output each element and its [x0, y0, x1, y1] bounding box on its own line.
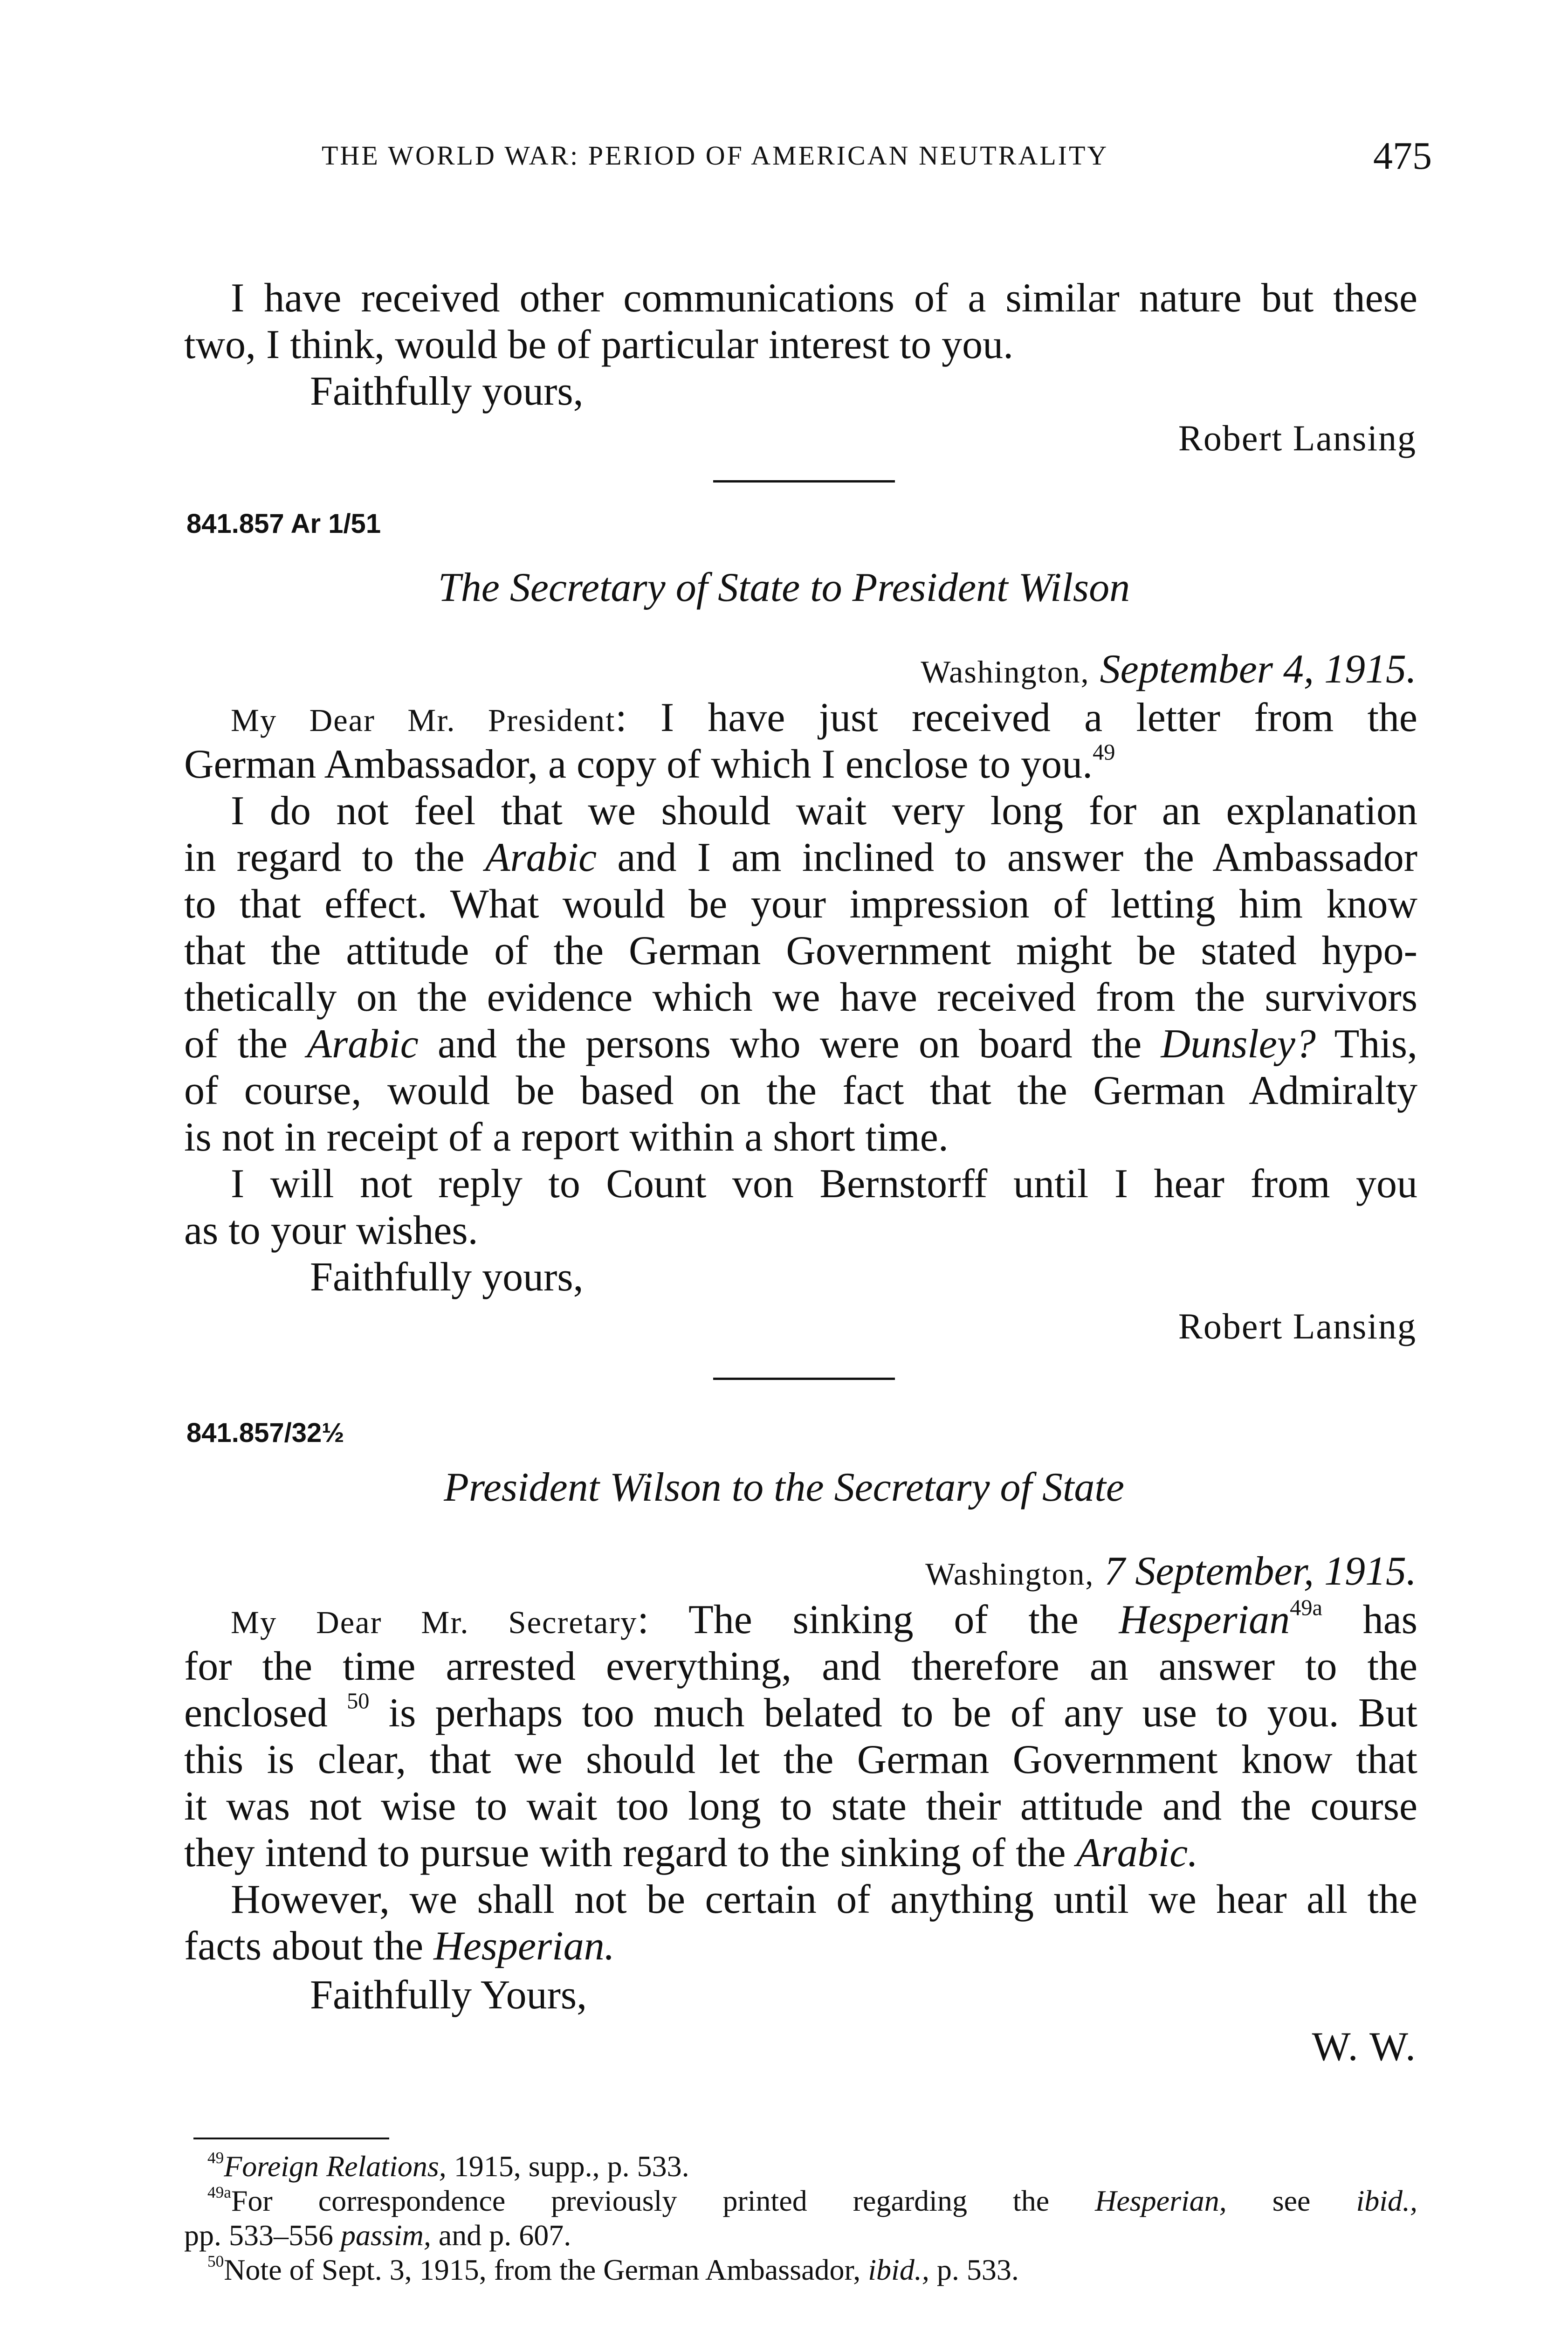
footnote	[207, 2253, 1417, 2287]
signature	[1178, 1305, 1417, 1347]
body-line	[231, 695, 1417, 744]
ship-name: Hesperian.	[433, 1924, 615, 1969]
signature-first: Robert	[1178, 1306, 1283, 1346]
footnote-text: see	[1226, 2184, 1356, 2217]
ship-name: Hesperian	[1119, 1597, 1290, 1642]
footnote-title: Foreign Relations,	[224, 2150, 447, 2183]
body-text: : I have just received a letter from the	[615, 695, 1417, 740]
separator-rule	[713, 480, 895, 483]
footnote-italic: ibid.,	[868, 2253, 929, 2286]
dateline-place: Washington,	[925, 1556, 1094, 1592]
footnote-text: pp. 533–556	[184, 2219, 341, 2252]
ship-name: Arabic	[485, 835, 597, 880]
body-text: is perhaps too much belated to be of any use to you. But	[388, 1690, 1418, 1736]
body-line: However, we shall not be certain of anything until we hear all the	[231, 1877, 1417, 1922]
body-line	[184, 741, 1417, 788]
body-line: that the attitude of the German Government might be stated hypo-	[184, 928, 1417, 973]
body-line	[184, 1021, 1417, 1068]
document-heading: President Wilson to the Secretary of State	[444, 1465, 1124, 1510]
footnote-italic: Hesperian,	[1095, 2184, 1227, 2217]
dateline	[925, 1548, 1417, 1595]
footnote-mark: 50	[207, 2252, 224, 2270]
body-line	[184, 1690, 1417, 1737]
body-line	[184, 834, 1417, 881]
footnote-italic: passim,	[341, 2219, 431, 2252]
footnote-ref: 49a	[1290, 1595, 1323, 1621]
page-number: 475	[1373, 134, 1432, 178]
footnote-mark: 49	[207, 2148, 224, 2167]
body-line: for the time arrested everything, and therefore an answer to the	[184, 1644, 1417, 1689]
ship-name: Dunsley?	[1161, 1021, 1316, 1067]
body-line	[231, 1597, 1417, 1646]
footnote-text: 1915, supp., p. 533.	[446, 2150, 689, 2183]
body-line: thetically on the evidence which we have received from the survivors	[184, 975, 1417, 1020]
body-text: German Ambassador, a copy of which I enclose to you.	[184, 742, 1093, 787]
body-line: I have received other communications of a similar nature but these	[231, 276, 1417, 321]
running-head: THE WORLD WAR: PERIOD OF AMERICAN NEUTRALITY	[322, 140, 1109, 171]
body-text: : The sinking of the	[637, 1597, 1079, 1642]
body-line: I do not feel that we should wait very long for an explanation	[231, 788, 1417, 834]
footnote-ref: 50	[347, 1689, 370, 1714]
document-heading: The Secretary of State to President Wilson	[438, 565, 1130, 610]
separator-rule	[713, 1378, 895, 1380]
body-line: this is clear, that we should let the German Government know that	[184, 1737, 1417, 1782]
body-text: This,	[1334, 1021, 1418, 1067]
body-line	[184, 1830, 1417, 1876]
body-text: they intend to pursue with regard to the sinking of the	[184, 1830, 1066, 1876]
body-text: of the	[184, 1021, 288, 1067]
body-line: it was not wise to wait too long to state their attitude and the course	[184, 1784, 1417, 1829]
footnote-text: Note of Sept. 3, 1915, from the German Ambassador,	[224, 2253, 868, 2286]
footnote-italic: ibid.,	[1356, 2184, 1418, 2217]
salutation: My Dear Mr. Secretary	[231, 1605, 638, 1640]
body-line: two, I think, would be of particular interest to you.	[184, 322, 1014, 367]
body-line: is not in receipt of a report within a short time.	[184, 1115, 949, 1160]
body-text: facts about the	[184, 1924, 424, 1969]
body-text: enclosed	[184, 1690, 328, 1736]
dateline	[921, 646, 1417, 693]
footnote	[207, 2184, 1417, 2218]
closing: Faithfully yours,	[310, 369, 584, 414]
footnote-continuation	[184, 2218, 1417, 2253]
ship-name: Arabic	[307, 1021, 419, 1067]
dateline-date: 7 September, 1915.	[1104, 1549, 1417, 1594]
body-line: as to your wishes.	[184, 1208, 478, 1253]
dateline-place: Washington,	[921, 654, 1090, 690]
body-line: to that effect. What would be your impression of letting him know	[184, 882, 1417, 927]
body-text: in regard to the	[184, 835, 465, 880]
file-number: 841.857/32½	[186, 1418, 344, 1448]
body-text: has	[1362, 1597, 1418, 1642]
footnote-rule	[193, 2138, 389, 2139]
closing: Faithfully Yours,	[310, 1972, 587, 2018]
signature-first: Robert	[1178, 418, 1283, 458]
salutation: My Dear Mr. President	[231, 703, 616, 738]
signature: W. W.	[1312, 2024, 1417, 2069]
footnote-mark: 49a	[207, 2183, 231, 2201]
signature-last: Lansing	[1293, 1306, 1417, 1346]
footnote-ref: 49	[1093, 740, 1115, 765]
footnote	[207, 2149, 1417, 2184]
ship-name: Arabic.	[1076, 1830, 1198, 1876]
file-number: 841.857 Ar 1/51	[186, 509, 381, 539]
footnote-text: and p. 607.	[431, 2219, 571, 2252]
body-line: of course, would be based on the fact that the German Admiralty	[184, 1068, 1417, 1113]
body-line: I will not reply to Count von Bernstorff until I hear from you	[231, 1161, 1417, 1207]
body-text: and the persons who were on board the	[437, 1021, 1142, 1067]
body-text: and I am inclined to answer the Ambassador	[617, 835, 1418, 880]
footnote-text: For correspondence previously printed regarding the	[231, 2184, 1050, 2217]
signature-last: Lansing	[1293, 418, 1417, 458]
body-line	[184, 1923, 1417, 1970]
footnote-text: p. 533.	[929, 2253, 1019, 2286]
closing: Faithfully yours,	[310, 1255, 584, 1300]
dateline-date: September 4, 1915.	[1100, 647, 1417, 692]
signature	[1178, 417, 1417, 459]
